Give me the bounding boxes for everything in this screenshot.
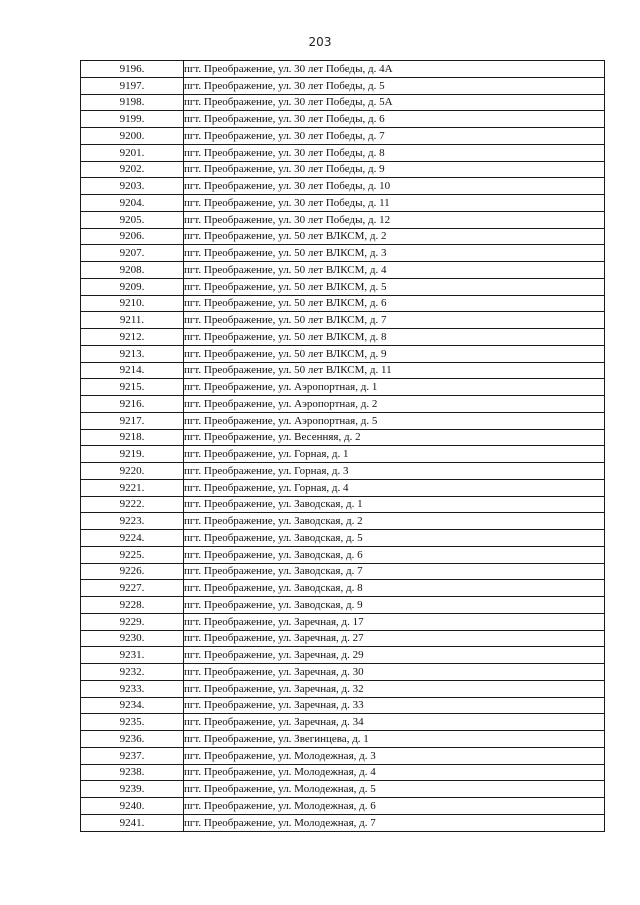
table-row bbox=[81, 396, 605, 413]
row-number-cell: 9233. bbox=[81, 680, 184, 697]
address-cell: пгт. Преображение, ул. 50 лет ВЛКСМ, д. 5 bbox=[184, 278, 605, 295]
table-row bbox=[81, 798, 605, 815]
address-cell: пгт. Преображение, ул. 50 лет ВЛКСМ, д. 2 bbox=[184, 228, 605, 245]
address-cell: пгт. Преображение, ул. Молодежная, д. 5 bbox=[184, 781, 605, 798]
address-cell: пгт. Преображение, ул. 30 лет Победы, д. 11 bbox=[184, 195, 605, 212]
address-cell: пгт. Преображение, ул. 30 лет Победы, д. 12 bbox=[184, 211, 605, 228]
table-row bbox=[81, 345, 605, 362]
table-row bbox=[81, 94, 605, 111]
row-number-cell: 9210. bbox=[81, 295, 184, 312]
table-row bbox=[81, 195, 605, 212]
table-row bbox=[81, 747, 605, 764]
table-row bbox=[81, 680, 605, 697]
table-row bbox=[81, 429, 605, 446]
row-number-cell: 9207. bbox=[81, 245, 184, 262]
table-row bbox=[81, 446, 605, 463]
address-cell: пгт. Преображение, ул. Заводская, д. 7 bbox=[184, 563, 605, 580]
address-cell: пгт. Преображение, ул. 30 лет Победы, д. 5 bbox=[184, 77, 605, 94]
address-cell: пгт. Преображение, ул. 30 лет Победы, д. 6 bbox=[184, 111, 605, 128]
address-cell: пгт. Преображение, ул. Молодежная, д. 6 bbox=[184, 798, 605, 815]
row-number-cell: 9229. bbox=[81, 613, 184, 630]
row-number-cell: 9236. bbox=[81, 731, 184, 748]
table-row bbox=[81, 211, 605, 228]
address-cell: пгт. Преображение, ул. Заводская, д. 8 bbox=[184, 580, 605, 597]
table-row bbox=[81, 580, 605, 597]
address-cell: пгт. Преображение, ул. 30 лет Победы, д. 5А bbox=[184, 94, 605, 111]
table-row bbox=[81, 178, 605, 195]
row-number-cell: 9206. bbox=[81, 228, 184, 245]
table-row bbox=[81, 697, 605, 714]
row-number-cell: 9234. bbox=[81, 697, 184, 714]
address-cell: пгт. Преображение, ул. Заречная, д. 27 bbox=[184, 630, 605, 647]
row-number-cell: 9211. bbox=[81, 312, 184, 329]
table-row bbox=[81, 262, 605, 279]
row-number-cell: 9230. bbox=[81, 630, 184, 647]
table-row bbox=[81, 781, 605, 798]
row-number-cell: 9228. bbox=[81, 597, 184, 614]
address-cell: пгт. Преображение, ул. Заречная, д. 32 bbox=[184, 680, 605, 697]
row-number-cell: 9199. bbox=[81, 111, 184, 128]
address-cell: пгт. Преображение, ул. Аэропортная, д. 1 bbox=[184, 379, 605, 396]
table-row bbox=[81, 479, 605, 496]
table-row bbox=[81, 647, 605, 664]
address-cell: пгт. Преображение, ул. Молодежная, д. 7 bbox=[184, 814, 605, 831]
address-cell: пгт. Преображение, ул. 50 лет ВЛКСМ, д. 9 bbox=[184, 345, 605, 362]
table-row bbox=[81, 61, 605, 78]
address-cell: пгт. Преображение, ул. Заводская, д. 2 bbox=[184, 513, 605, 530]
address-cell: пгт. Преображение, ул. Весенняя, д. 2 bbox=[184, 429, 605, 446]
address-cell: пгт. Преображение, ул. 30 лет Победы, д. 4А bbox=[184, 61, 605, 78]
address-cell: пгт. Преображение, ул. Горная, д. 1 bbox=[184, 446, 605, 463]
address-cell: пгт. Преображение, ул. Аэропортная, д. 2 bbox=[184, 396, 605, 413]
row-number-cell: 9240. bbox=[81, 798, 184, 815]
row-number-cell: 9213. bbox=[81, 345, 184, 362]
row-number-cell: 9200. bbox=[81, 128, 184, 145]
row-number-cell: 9235. bbox=[81, 714, 184, 731]
table-row bbox=[81, 295, 605, 312]
address-cell: пгт. Преображение, ул. 30 лет Победы, д. 7 bbox=[184, 128, 605, 145]
table-row bbox=[81, 563, 605, 580]
address-cell: пгт. Преображение, ул. Звегинцева, д. 1 bbox=[184, 731, 605, 748]
address-cell: пгт. Преображение, ул. Заречная, д. 17 bbox=[184, 613, 605, 630]
table-row bbox=[81, 630, 605, 647]
table-row bbox=[81, 144, 605, 161]
row-number-cell: 9237. bbox=[81, 747, 184, 764]
table-row bbox=[81, 245, 605, 262]
address-cell: пгт. Преображение, ул. 50 лет ВЛКСМ, д. 4 bbox=[184, 262, 605, 279]
address-cell: пгт. Преображение, ул. Заводская, д. 9 bbox=[184, 597, 605, 614]
row-number-cell: 9231. bbox=[81, 647, 184, 664]
row-number-cell: 9216. bbox=[81, 396, 184, 413]
row-number-cell: 9221. bbox=[81, 479, 184, 496]
address-cell: пгт. Преображение, ул. Заречная, д. 33 bbox=[184, 697, 605, 714]
table-row bbox=[81, 613, 605, 630]
table-row bbox=[81, 814, 605, 831]
address-cell: пгт. Преображение, ул. Горная, д. 4 bbox=[184, 479, 605, 496]
row-number-cell: 9209. bbox=[81, 278, 184, 295]
table-row bbox=[81, 329, 605, 346]
table-row bbox=[81, 111, 605, 128]
row-number-cell: 9196. bbox=[81, 61, 184, 78]
table-row bbox=[81, 764, 605, 781]
address-cell: пгт. Преображение, ул. 30 лет Победы, д. 9 bbox=[184, 161, 605, 178]
row-number-cell: 9238. bbox=[81, 764, 184, 781]
address-cell: пгт. Преображение, ул. 30 лет Победы, д. 10 bbox=[184, 178, 605, 195]
table-row bbox=[81, 513, 605, 530]
row-number-cell: 9214. bbox=[81, 362, 184, 379]
table-row bbox=[81, 312, 605, 329]
address-cell: пгт. Преображение, ул. Заводская, д. 6 bbox=[184, 546, 605, 563]
row-number-cell: 9201. bbox=[81, 144, 184, 161]
address-cell: пгт. Преображение, ул. 50 лет ВЛКСМ, д. 8 bbox=[184, 329, 605, 346]
row-number-cell: 9198. bbox=[81, 94, 184, 111]
row-number-cell: 9232. bbox=[81, 664, 184, 681]
address-cell: пгт. Преображение, ул. Заводская, д. 5 bbox=[184, 530, 605, 547]
table-row bbox=[81, 546, 605, 563]
row-number-cell: 9219. bbox=[81, 446, 184, 463]
row-number-cell: 9215. bbox=[81, 379, 184, 396]
row-number-cell: 9223. bbox=[81, 513, 184, 530]
address-cell: пгт. Преображение, ул. Заводская, д. 1 bbox=[184, 496, 605, 513]
address-cell: пгт. Преображение, ул. Заречная, д. 29 bbox=[184, 647, 605, 664]
row-number-cell: 9208. bbox=[81, 262, 184, 279]
row-number-cell: 9205. bbox=[81, 211, 184, 228]
table-row bbox=[81, 530, 605, 547]
row-number-cell: 9239. bbox=[81, 781, 184, 798]
table-row bbox=[81, 128, 605, 145]
table-row bbox=[81, 597, 605, 614]
address-cell: пгт. Преображение, ул. Аэропортная, д. 5 bbox=[184, 412, 605, 429]
page-number: 203 bbox=[308, 35, 332, 49]
table-row bbox=[81, 379, 605, 396]
table-row bbox=[81, 77, 605, 94]
row-number-cell: 9226. bbox=[81, 563, 184, 580]
table-row bbox=[81, 228, 605, 245]
table-row bbox=[81, 278, 605, 295]
address-table bbox=[80, 60, 605, 832]
table-row bbox=[81, 412, 605, 429]
address-cell: пгт. Преображение, ул. 50 лет ВЛКСМ, д. 7 bbox=[184, 312, 605, 329]
row-number-cell: 9225. bbox=[81, 546, 184, 563]
table-row bbox=[81, 362, 605, 379]
table-row bbox=[81, 664, 605, 681]
table-row bbox=[81, 731, 605, 748]
row-number-cell: 9224. bbox=[81, 530, 184, 547]
address-cell: пгт. Преображение, ул. Молодежная, д. 3 bbox=[184, 747, 605, 764]
address-cell: пгт. Преображение, ул. 50 лет ВЛКСМ, д. 11 bbox=[184, 362, 605, 379]
row-number-cell: 9203. bbox=[81, 178, 184, 195]
address-cell: пгт. Преображение, ул. 30 лет Победы, д. 8 bbox=[184, 144, 605, 161]
row-number-cell: 9218. bbox=[81, 429, 184, 446]
address-cell: пгт. Преображение, ул. Горная, д. 3 bbox=[184, 463, 605, 480]
row-number-cell: 9212. bbox=[81, 329, 184, 346]
address-cell: пгт. Преображение, ул. Заречная, д. 30 bbox=[184, 664, 605, 681]
table-row bbox=[81, 496, 605, 513]
address-cell: пгт. Преображение, ул. 50 лет ВЛКСМ, д. 3 bbox=[184, 245, 605, 262]
row-number-cell: 9202. bbox=[81, 161, 184, 178]
row-number-cell: 9222. bbox=[81, 496, 184, 513]
row-number-cell: 9227. bbox=[81, 580, 184, 597]
row-number-cell: 9204. bbox=[81, 195, 184, 212]
table-row bbox=[81, 161, 605, 178]
row-number-cell: 9220. bbox=[81, 463, 184, 480]
row-number-cell: 9241. bbox=[81, 814, 184, 831]
address-cell: пгт. Преображение, ул. Заречная, д. 34 bbox=[184, 714, 605, 731]
row-number-cell: 9217. bbox=[81, 412, 184, 429]
address-cell: пгт. Преображение, ул. Молодежная, д. 4 bbox=[184, 764, 605, 781]
table-row bbox=[81, 714, 605, 731]
address-cell: пгт. Преображение, ул. 50 лет ВЛКСМ, д. 6 bbox=[184, 295, 605, 312]
address-table-body bbox=[81, 61, 605, 832]
table-row bbox=[81, 463, 605, 480]
row-number-cell: 9197. bbox=[81, 77, 184, 94]
